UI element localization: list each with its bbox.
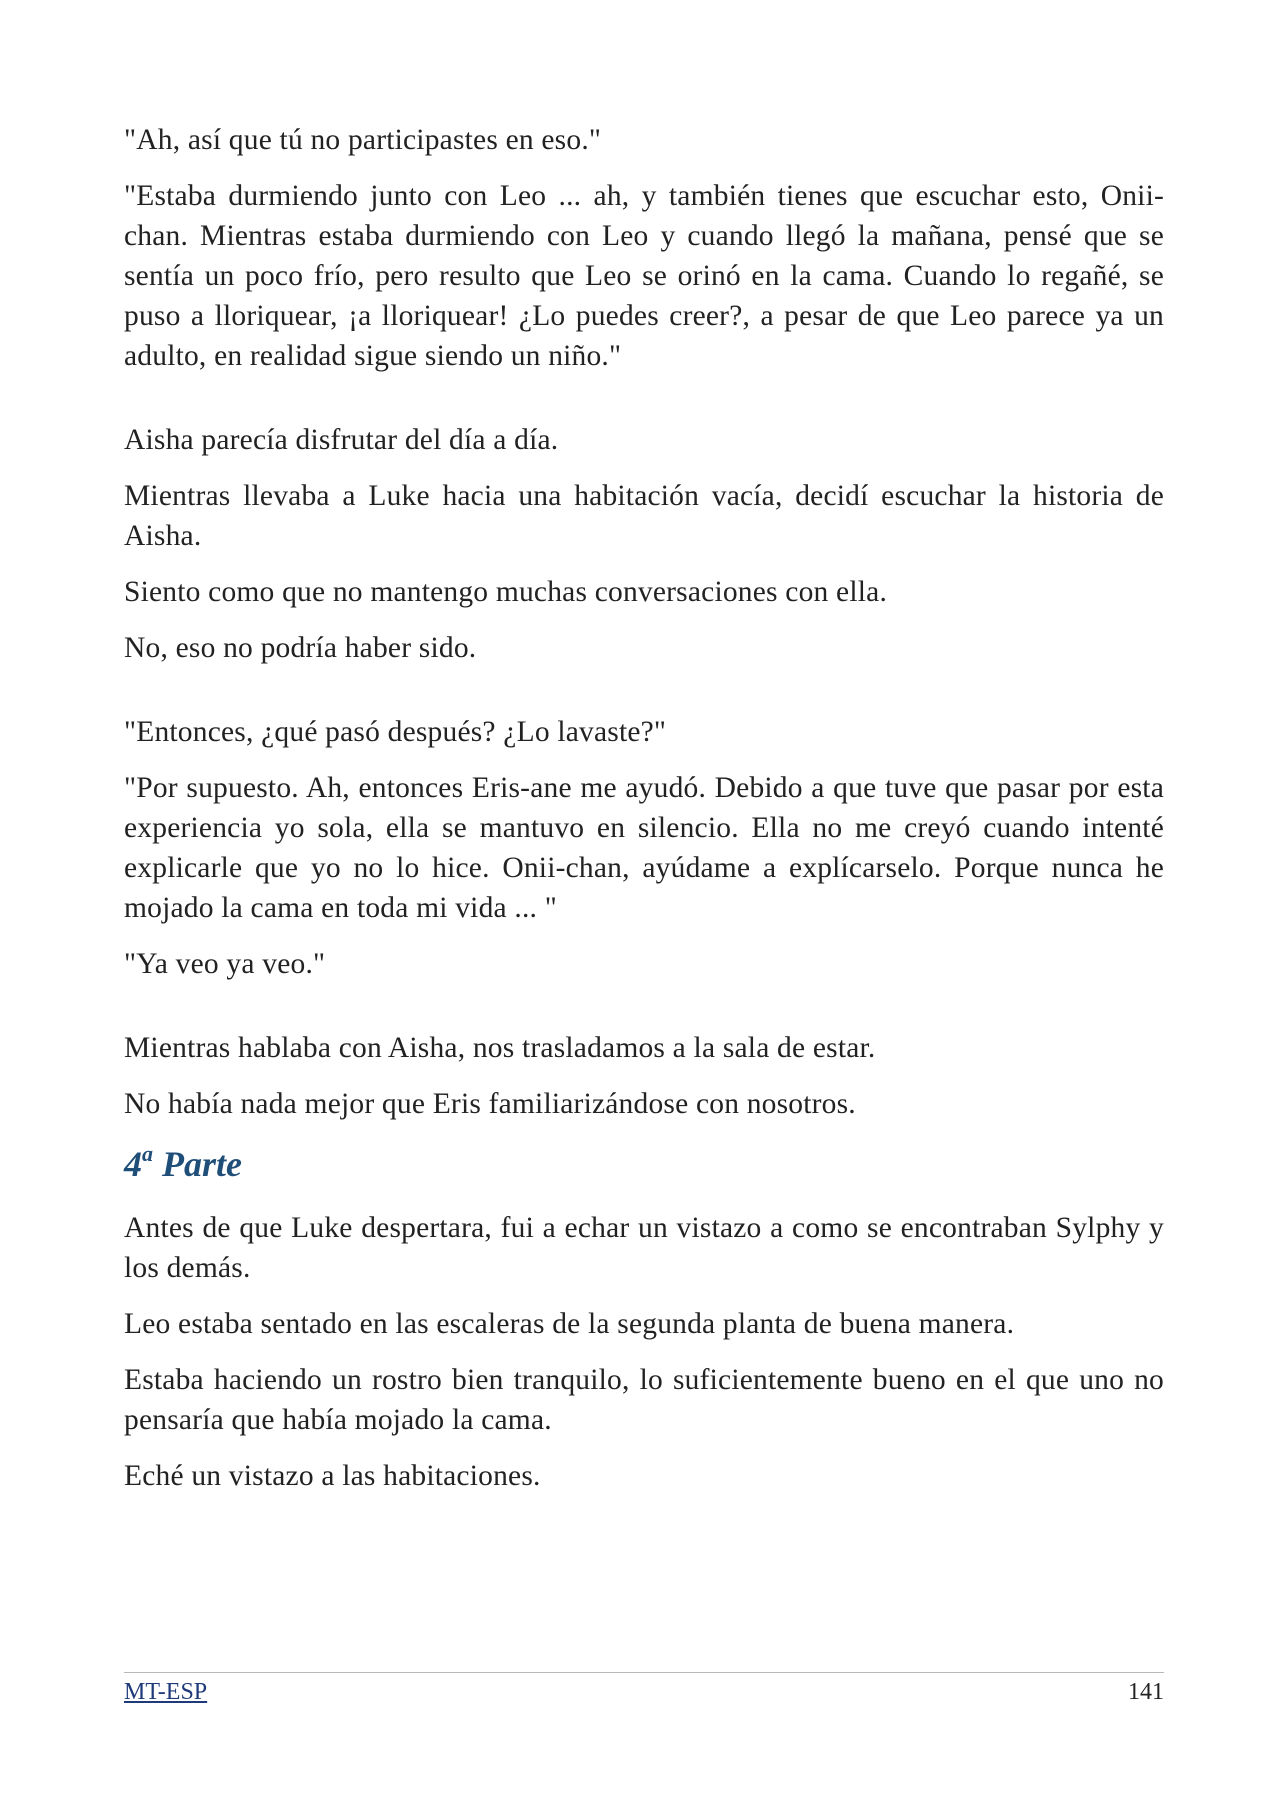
paragraph: "Estaba durmiendo junto con Leo ... ah, y también tienes que escuchar esto, Onii-chan. Mientras estaba durmiendo con Leo y cuando llegó la mañana, pensé que se sentía un poco frío, pero resulto que Leo se orinó en la cama. Cuando lo regañé, se puso a lloriquear, ¡a lloriquear! ¿Lo puedes creer?, a pesar de que Leo parece ya un adulto, en realidad sigue siendo un niño." [124, 180, 1164, 372]
section-heading-ordinal: a [142, 1141, 153, 1166]
paragraph: Siento como que no mantengo muchas conversaciones con ella. [124, 576, 888, 608]
paragraph: "Entonces, ¿qué pasó después? ¿Lo lavaste?" [124, 716, 667, 748]
page-number: 141 [1128, 1679, 1164, 1705]
paragraph: Antes de que Luke despertara, fui a echar un vistazo a como se encontraban Sylphy y los demás. [124, 1212, 1164, 1284]
paragraph: Eché un vistazo a las habitaciones. [124, 1460, 541, 1492]
paragraph: Mientras llevaba a Luke hacia una habitación vacía, decidí escuchar la historia de Aisha. [124, 480, 1164, 552]
paragraph: Aisha parecía disfrutar del día a día. [124, 424, 559, 456]
paragraph: Estaba haciendo un rostro bien tranquilo, lo suficientemente bueno en el que uno no pensaría que había mojado la cama. [124, 1364, 1164, 1436]
paragraph-gap [124, 684, 1164, 712]
footer-link[interactable]: MT-ESP [124, 1679, 208, 1705]
section-heading [124, 1140, 1164, 1188]
section-heading-number: 4 [124, 1144, 142, 1184]
section-heading-text: Parte [162, 1144, 242, 1184]
paragraph: "Ya veo ya veo." [124, 948, 326, 980]
page-footer [124, 1672, 1164, 1707]
paragraph: No había nada mejor que Eris familiarizándose con nosotros. [124, 1088, 856, 1120]
paragraph: No, eso no podría haber sido. [124, 632, 477, 664]
paragraph: "Por supuesto. Ah, entonces Eris-ane me ayudó. Debido a que tuve que pasar por esta experiencia yo sola, ella se mantuvo en silencio. Ella no me creyó cuando intenté explicarle que yo no lo hice. Onii-chan, ayúdame a explícarselo. Porque nunca he mojado la cama en toda mi vida ... " [124, 772, 1164, 924]
paragraph: Leo estaba sentado en las escaleras de la segunda planta de buena manera. [124, 1308, 1015, 1340]
paragraph-gap [124, 392, 1164, 420]
page-body [124, 120, 1164, 1512]
paragraph: Mientras hablaba con Aisha, nos trasladamos a la sala de estar. [124, 1032, 876, 1064]
paragraph: "Ah, así que tú no participastes en eso." [124, 124, 602, 156]
paragraph-gap [124, 1000, 1164, 1028]
